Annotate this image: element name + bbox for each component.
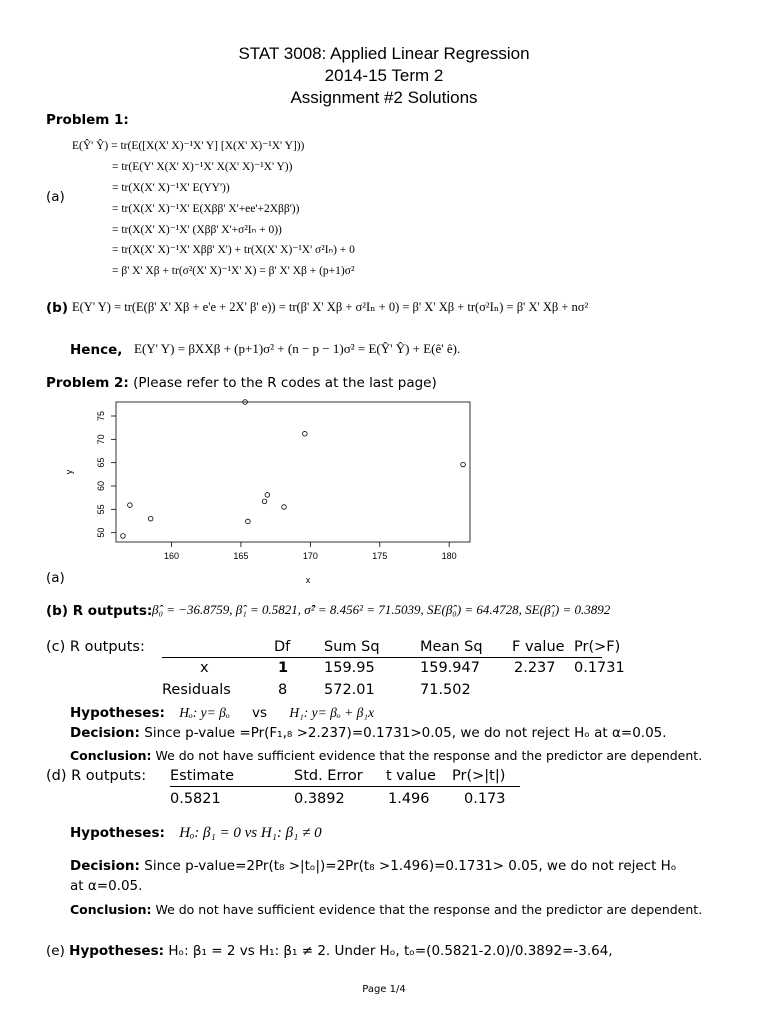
c-hypotheses-row [70, 705, 374, 721]
coef-tvalue: 1.496 [388, 791, 430, 807]
c-hyp-h0: Hₒ: y= βₒ [179, 705, 230, 720]
anova-x-f: 2.237 [514, 660, 556, 676]
y-tick-label: 75 [96, 410, 106, 422]
derivation-line-4: = tr(X(X' X)⁻¹X' E(Xββ' X'+ee'+2Xββ')) [112, 203, 300, 215]
derivation-line-6: = tr(X(X' X)⁻¹X' Xββ' X') + tr(X(X' X)⁻¹X' σ²Iₙ) + 0 [112, 244, 355, 256]
coef-header-stderr: Std. Error [294, 768, 363, 784]
data-points [121, 400, 466, 539]
c-con-text: We do not have sufficient evidence that the response and the predictor are dependent. [155, 748, 703, 763]
d-con-label: Conclusion: [70, 902, 152, 917]
assignment-title: Assignment #2 Solutions [290, 88, 478, 107]
d-decision-row [70, 858, 676, 874]
y-tick-label: 55 [96, 504, 106, 515]
anova-header-df: Df [274, 639, 291, 655]
anova-header [162, 639, 621, 658]
anova-header-pr: Pr(>F) [574, 639, 621, 655]
scatter-plot [60, 398, 480, 588]
problem1-heading: Problem 1: [46, 112, 129, 128]
anova-row-x [162, 660, 625, 680]
derivation-line-5: = tr(X(X' X)⁻¹X' (Xββ' X'+σ²Iₙ + 0)) [112, 224, 282, 236]
d-con-text: We do not have sufficient evidence that the response and the predictor are dependent. [155, 902, 703, 917]
anova-x-p: 0.1731 [574, 660, 625, 676]
x-tick-label: 170 [302, 551, 318, 561]
y-axis [96, 411, 116, 538]
anova-x-ms: 159.947 [420, 660, 480, 676]
c-dec-label: Decision: [70, 725, 140, 741]
d-hypotheses-row [70, 825, 322, 842]
x-axis [164, 542, 457, 561]
problem2-part-b-label: (b) R outputs: [46, 603, 153, 619]
problem1-part-b-equation: E(Y' Y) = tr(E(β' X' Xβ + e'e + 2X' β' e)) = tr(β' X' Xβ + σ²Iₙ + 0) = β' X' Xβ + tr(σ²Iₙ) = β' X' Xβ + nσ² [72, 300, 589, 314]
y-tick-label: 70 [96, 434, 106, 445]
anova-res-df: 8 [278, 682, 288, 698]
term-title: 2014-15 Term 2 [324, 66, 444, 85]
c-hyp-h1: H₁: y= βₒ + β₁x [289, 705, 374, 720]
anova-header-sumsq: Sum Sq [324, 639, 380, 655]
anova-row-residuals [162, 682, 622, 702]
x-tick-label: 175 [372, 551, 388, 561]
y-tick-label: 60 [96, 480, 106, 492]
derivation-line-2: = tr(E(Y' X(X' X)⁻¹X' X(X' X)⁻¹X' Y)) [112, 161, 293, 173]
data-point [128, 503, 133, 508]
data-point [303, 431, 308, 436]
e-hyp-label: Hypotheses: [69, 943, 165, 959]
data-point [262, 499, 267, 504]
anova-x-df: 1 [278, 660, 289, 676]
y-axis-label: y [64, 469, 74, 475]
coef-row [170, 791, 520, 811]
x-tick-label: 165 [233, 551, 249, 561]
part-e-row [46, 943, 613, 959]
hence-label: Hence, [70, 342, 123, 358]
data-point [265, 493, 270, 498]
data-point [461, 462, 466, 467]
part-e-label: (e) [46, 943, 65, 959]
d-decision-row-2: at α=0.05. [70, 878, 143, 894]
coef-header-tvalue: t value [386, 768, 436, 784]
course-title: STAT 3008: Applied Linear Regression [238, 44, 530, 63]
c-dec-text: Since p-value =Pr(F₁,₈ >2.237)=0.1731>0.05, we do not reject Hₒ at α=0.05. [144, 725, 667, 741]
coef-header [170, 768, 520, 787]
y-tick-label: 65 [96, 457, 106, 468]
anova-header-fvalue: F value [512, 639, 565, 655]
c-decision-row [70, 725, 667, 741]
x-axis-label: x [305, 575, 311, 585]
c-hyp-label: Hypotheses: [70, 705, 165, 721]
anova-header-meansq: Mean Sq [420, 639, 483, 655]
anova-res-name: Residuals [162, 682, 231, 698]
c-conclusion-row [70, 748, 702, 763]
anova-res-ms: 71.502 [420, 682, 471, 698]
d-conclusion-row [70, 902, 702, 917]
x-tick-label: 160 [164, 551, 180, 561]
coef-stderr: 0.3892 [294, 791, 345, 807]
coef-header-pr: Pr(>|t|) [452, 768, 506, 784]
problem1-part-a-label: (a) [46, 189, 65, 205]
c-con-label: Conclusion: [70, 748, 152, 763]
d-hyp-text: Hₒ: β₁ = 0 vs H₁: β₁ ≠ 0 [179, 825, 322, 841]
problem2-note: (Please refer to the R codes at the last page) [133, 375, 437, 391]
data-point [282, 505, 287, 510]
anova-res-ss: 572.01 [324, 682, 375, 698]
data-point [148, 516, 153, 521]
page-number: Page 1/4 [362, 984, 406, 995]
problem2-part-d-label: (d) R outputs: [46, 768, 147, 784]
data-point [121, 534, 126, 539]
problem2-part-c-label: (c) R outputs: [46, 639, 145, 655]
c-hyp-vs: vs [252, 705, 268, 721]
anova-x-ss: 159.95 [324, 660, 375, 676]
anova-x-name: x [200, 660, 209, 676]
derivation-line-1: E(Ŷ' Ŷ) = tr(E([X(X' X)⁻¹X' Y] [X(X' X)⁻¹X' Y])) [72, 140, 305, 152]
coef-header-estimate: Estimate [170, 768, 235, 784]
coef-estimate: 0.5821 [170, 791, 221, 807]
problem2-heading-row [46, 375, 437, 391]
plot-frame [116, 402, 470, 542]
hence-equation: E(Y' Y) = βXXβ + (p+1)σ² + (n − p − 1)σ² = E(Ŷ' Ŷ) + E(ê' ê). [134, 341, 461, 356]
part-b-estimates: β̂₀ = −36.8759, β̂₁ = 0.5821, σ̂² = 8.456² = 71.5039, SE(β̂₀) = 64.4728, SE(β̂₁) = 0.3892 [152, 602, 611, 617]
e-text: Hₒ: β₁ = 2 vs H₁: β₁ ≠ 2. Under Hₒ, tₒ=(0.5821-2.0)/0.3892=-3.64, [168, 943, 613, 959]
d-dec-text: Since p-value=2Pr(t₈ >|tₒ|)=2Pr(t₈ >1.496)=0.1731> 0.05, we do not reject Hₒ [144, 858, 677, 874]
problem2-part-a-label: (a) [46, 570, 65, 586]
problem2-heading: Problem 2: [46, 375, 129, 391]
d-dec-label: Decision: [70, 858, 140, 874]
problem1-part-b-label: (b) [46, 300, 69, 316]
d-hyp-label: Hypotheses: [70, 825, 165, 841]
derivation-line-7: = β' X' Xβ + tr(σ²(X' X)⁻¹X' X) = β' X' Xβ + (p+1)σ² [112, 265, 355, 277]
derivation-line-3: = tr(X(X' X)⁻¹X' E(YY')) [112, 182, 230, 194]
coef-pr: 0.173 [464, 791, 506, 807]
y-tick-label: 50 [96, 527, 106, 538]
x-tick-label: 180 [441, 551, 457, 561]
data-point [246, 519, 251, 524]
